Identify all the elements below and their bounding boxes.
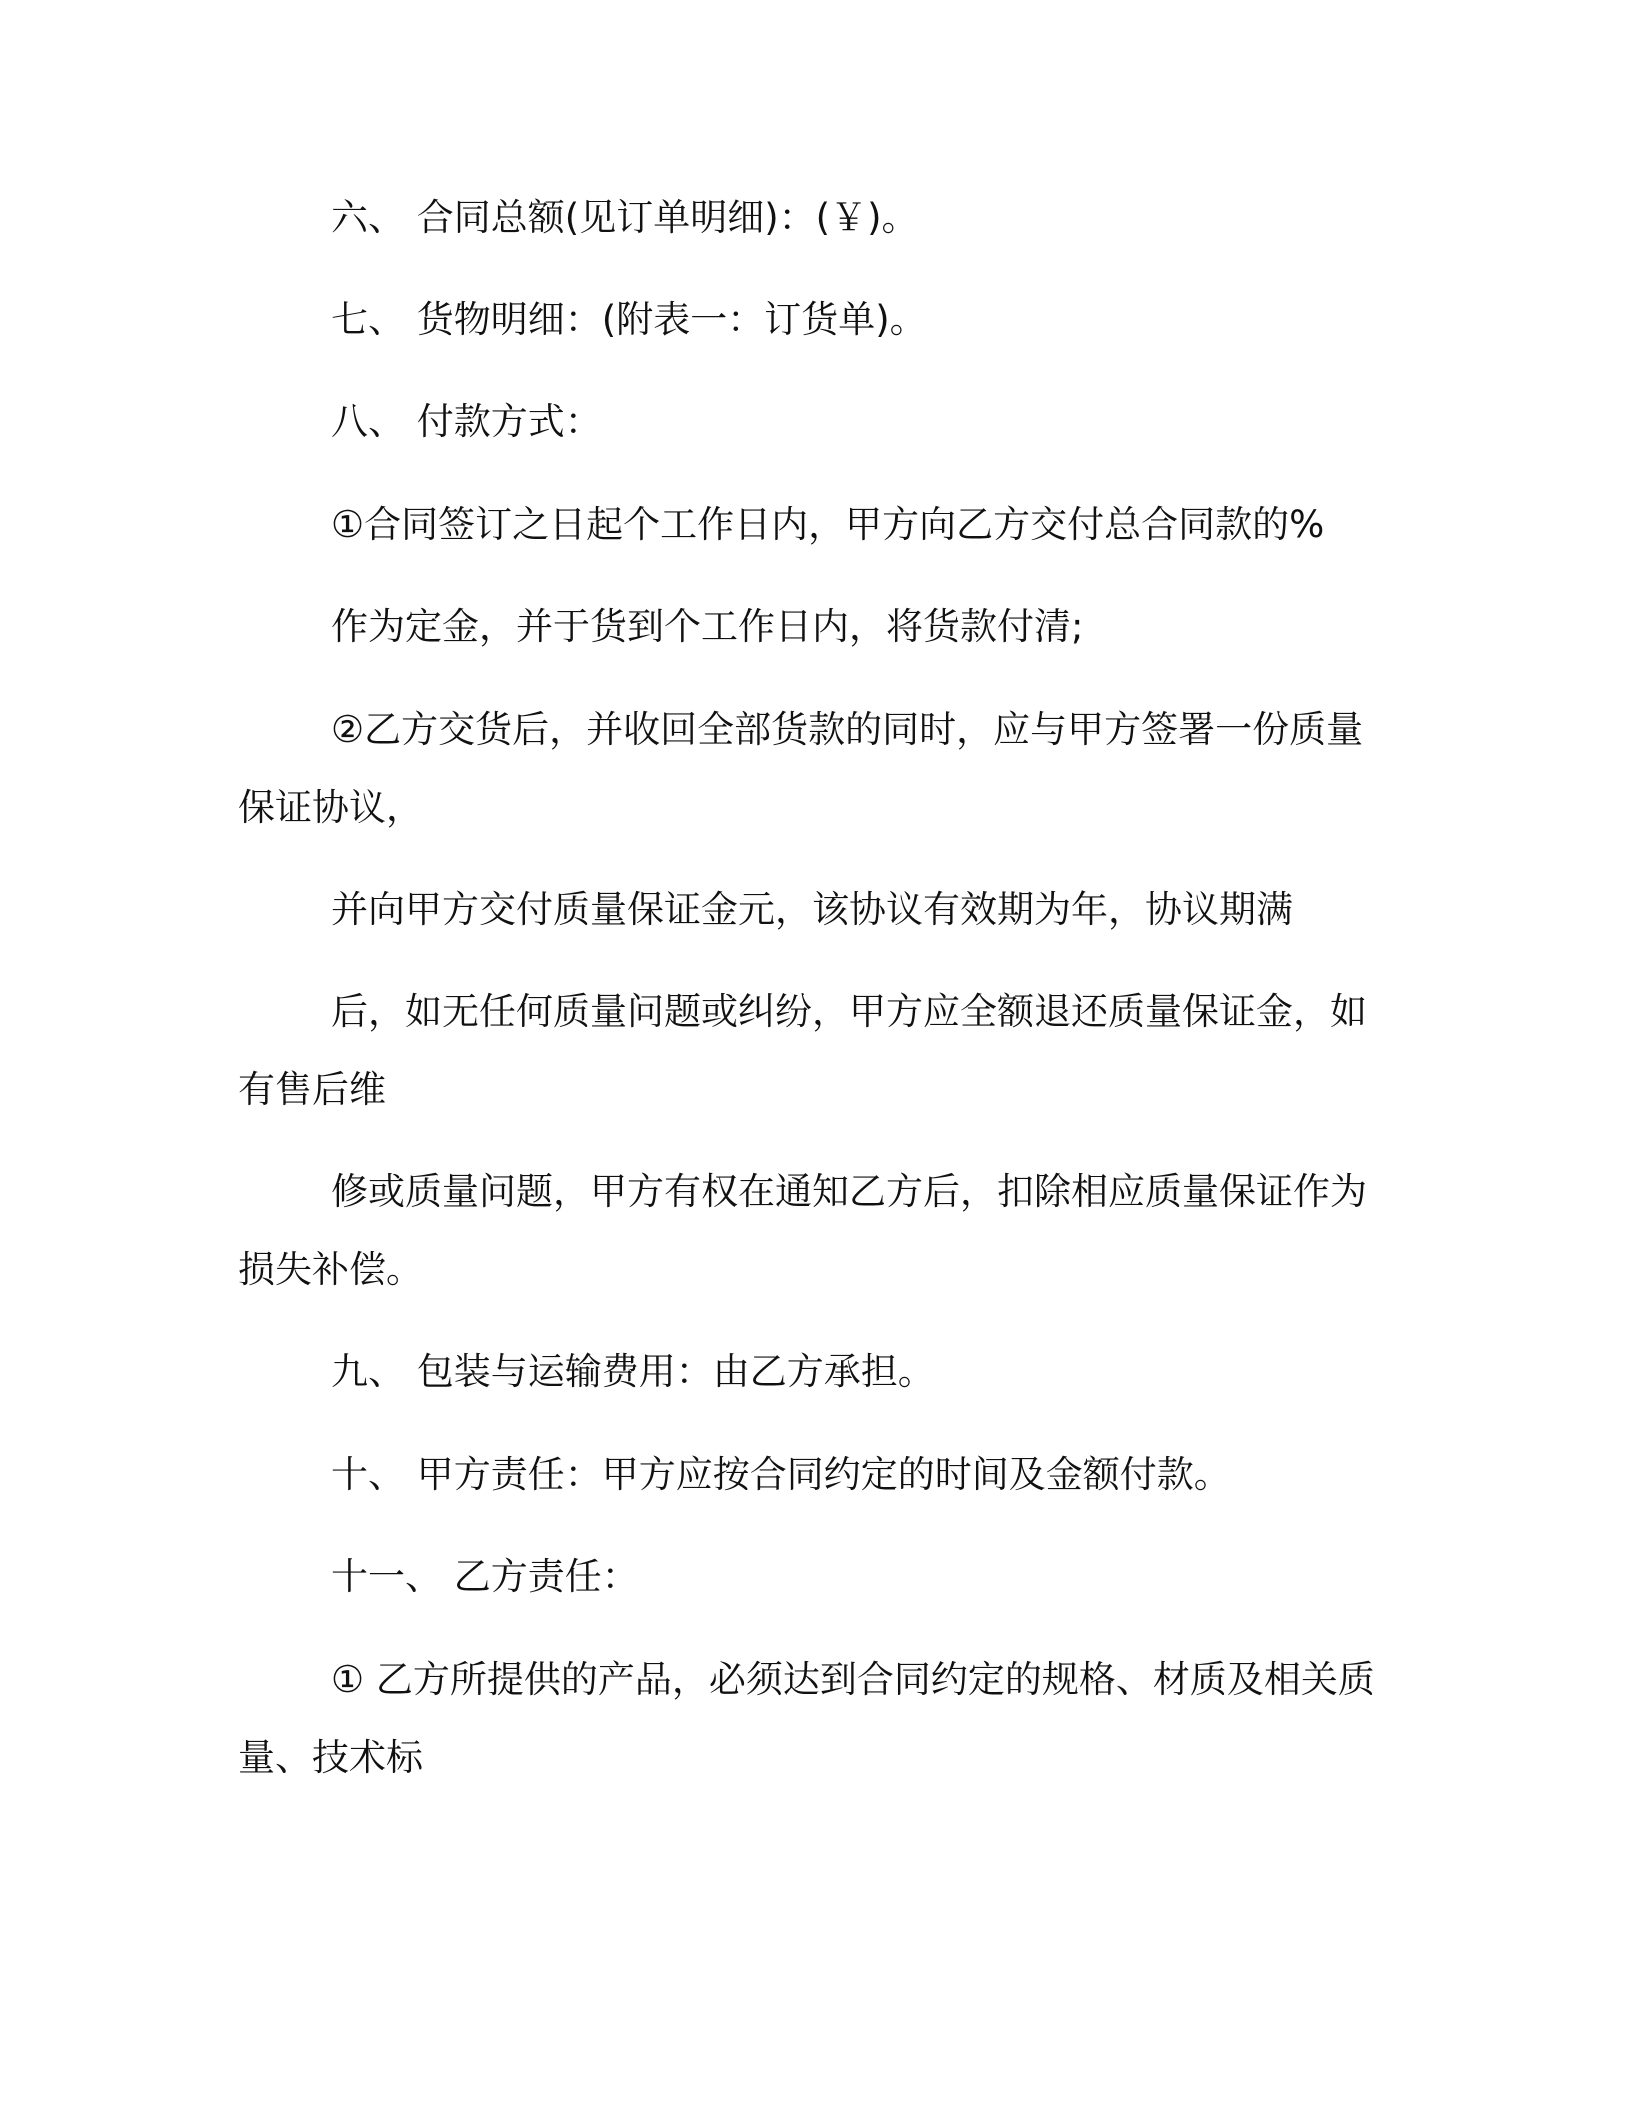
payment-item-2-line-5: 有售后维 bbox=[238, 1068, 386, 1111]
clause-10-party-a-duty: 十、 甲方责任：甲方应按合同约定的时间及金额付款。 bbox=[331, 1453, 1231, 1496]
payment-item-2-line-2: 保证协议， bbox=[238, 786, 423, 829]
clause-6-contract-total: 六、 合同总额(见订单明细)：(￥)。 bbox=[331, 196, 919, 239]
payment-item-2-line-3: 并向甲方交付质量保证金元，该协议有效期为年，协议期满 bbox=[331, 888, 1293, 931]
clause-9-packaging-transport: 九、 包装与运输费用：由乙方承担。 bbox=[331, 1350, 935, 1393]
payment-item-2-line-1: ②乙方交货后，并收回全部货款的同时，应与甲方签署一份质量 bbox=[331, 708, 1364, 751]
party-b-item-1-line-2: 量、技术标 bbox=[238, 1736, 423, 1779]
payment-item-2-line-7: 损失补偿。 bbox=[238, 1248, 423, 1291]
clause-11-party-b-duty: 十一、 乙方责任： bbox=[331, 1555, 639, 1598]
clause-8-payment-method: 八、 付款方式： bbox=[331, 400, 602, 443]
payment-item-1-line-1: ①合同签订之日起个工作日内，甲方向乙方交付总合同款的% bbox=[331, 503, 1325, 546]
clause-7-goods-details: 七、 货物明细：(附表一：订货单)。 bbox=[331, 298, 927, 341]
payment-item-2-line-4: 后，如无任何质量问题或纠纷，甲方应全额退还质量保证金，如 bbox=[331, 990, 1367, 1033]
party-b-item-1-line-1: ① 乙方所提供的产品，必须达到合同约定的规格、材质及相关质 bbox=[331, 1658, 1375, 1701]
payment-item-1-line-2: 作为定金，并于货到个工作日内，将货款付清; bbox=[331, 605, 1084, 648]
payment-item-2-line-6: 修或质量问题，甲方有权在通知乙方后，扣除相应质量保证作为 bbox=[331, 1170, 1367, 1213]
